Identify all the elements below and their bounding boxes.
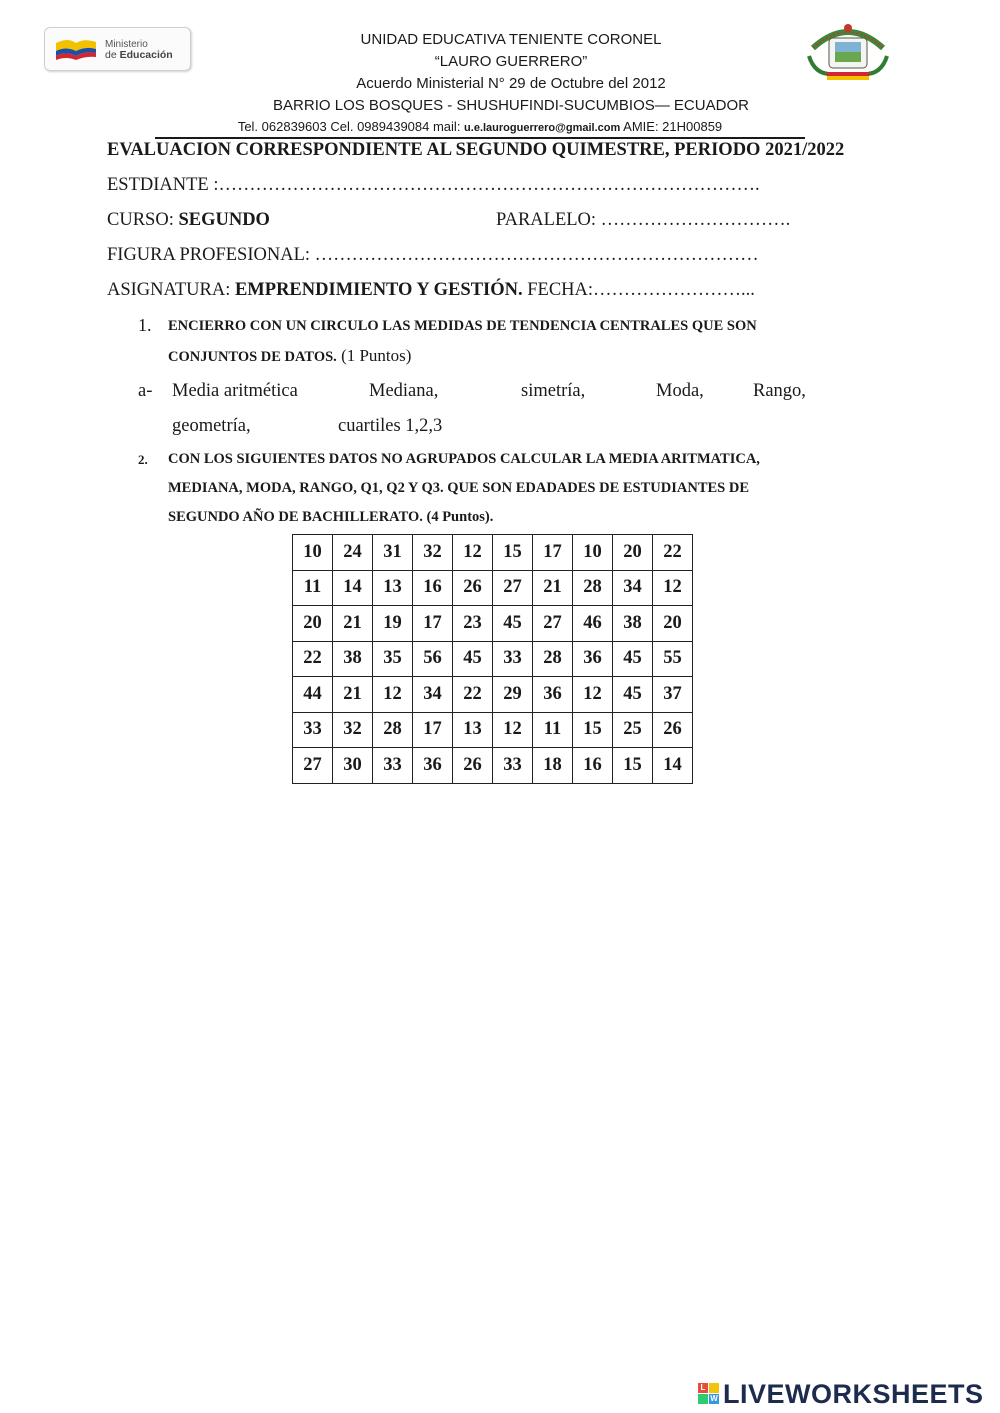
table-cell: 33 — [493, 748, 533, 784]
table-cell: 34 — [613, 570, 653, 606]
table-cell: 27 — [533, 606, 573, 642]
question1-number: 1. — [138, 315, 152, 335]
table-cell: 44 — [293, 677, 333, 713]
table-cell: 28 — [533, 641, 573, 677]
option-simetria[interactable]: simetría, — [521, 381, 586, 401]
table-cell: 16 — [413, 570, 453, 606]
liveworksheets-brand: LIVEWORKSHEETS — [723, 1378, 984, 1409]
table-cell: 26 — [453, 748, 493, 784]
table-cell: 22 — [453, 677, 493, 713]
table-cell: 45 — [453, 641, 493, 677]
question2-number: 2. — [138, 452, 148, 467]
table-cell: 21 — [533, 570, 573, 606]
question2-line2: MEDIANA, MODA, RANGO, Q1, Q2 Y Q3. QUE SON EDADADES DE ESTUDIANTES DE — [168, 480, 749, 496]
subject-field[interactable]: ASIGNATURA: EMPRENDIMIENTO Y GESTIÓN. FECHA:……………………... — [107, 280, 755, 300]
table-cell: 14 — [653, 748, 693, 784]
table-cell: 28 — [573, 570, 613, 606]
table-cell: 30 — [333, 748, 373, 784]
table-cell: 12 — [653, 570, 693, 606]
table-cell: 15 — [493, 535, 533, 571]
table-row — [293, 570, 693, 606]
table-cell: 24 — [333, 535, 373, 571]
option-moda[interactable]: Moda, — [656, 381, 704, 401]
option-media-aritmetica[interactable]: Media aritmética — [172, 381, 298, 401]
table-cell: 17 — [413, 712, 453, 748]
table-cell: 21 — [333, 677, 373, 713]
table-cell: 25 — [613, 712, 653, 748]
table-cell: 20 — [293, 606, 333, 642]
table-cell: 32 — [333, 712, 373, 748]
table-row — [293, 641, 693, 677]
table-cell: 38 — [613, 606, 653, 642]
table-cell: 20 — [613, 535, 653, 571]
table-cell: 26 — [653, 712, 693, 748]
table-row — [293, 606, 693, 642]
contact-line: Tel. 062839603 Cel. 0989439084 mail: u.e.lauroguerrero@gmail.com AMIE: 21H00859 — [155, 119, 805, 139]
table-cell: 22 — [293, 641, 333, 677]
location-line: BARRIO LOS BOSQUES - SHUSHUFINDI-SUCUMBIOS— ECUADOR — [273, 97, 749, 114]
table-row — [293, 677, 693, 713]
parallel-field[interactable]: PARALELO: …………………………. — [496, 210, 791, 230]
question2-line3: SEGUNDO AÑO DE BACHILLERATO. (4 Puntos). — [168, 509, 494, 525]
table-cell: 55 — [653, 641, 693, 677]
agreement-line: Acuerdo Ministerial N° 29 de Octubre del 2012 — [356, 75, 666, 92]
option-mediana[interactable]: Mediana, — [369, 381, 439, 401]
table-cell: 17 — [413, 606, 453, 642]
table-cell: 38 — [333, 641, 373, 677]
table-cell: 18 — [533, 748, 573, 784]
table-cell: 23 — [453, 606, 493, 642]
liveworksheets-logo — [698, 1378, 984, 1409]
table-cell: 37 — [653, 677, 693, 713]
question2-line1: CON LOS SIGUIENTES DATOS NO AGRUPADOS CALCULAR LA MEDIA ARITMATICA, — [168, 451, 760, 467]
course-field: CURSO: SEGUNDO — [107, 210, 270, 230]
table-cell: 11 — [293, 570, 333, 606]
liveworksheets-icon: L W — [698, 1383, 720, 1405]
question1-line1: ENCIERRO CON UN CIRCULO LAS MEDIDAS DE TENDENCIA CENTRALES QUE SON — [168, 318, 757, 334]
exam-title: EVALUACION CORRESPONDIENTE AL SEGUNDO QUIMESTRE, PERIODO 2021/2022 — [107, 140, 845, 160]
table-cell: 17 — [533, 535, 573, 571]
table-cell: 22 — [653, 535, 693, 571]
table-row — [293, 748, 693, 784]
table-cell: 45 — [613, 677, 653, 713]
table-cell: 45 — [493, 606, 533, 642]
profile-field[interactable]: FIGURA PROFESIONAL: ……………………………………………………………… — [107, 245, 759, 265]
table-cell: 10 — [573, 535, 613, 571]
table-cell: 32 — [413, 535, 453, 571]
option-prefix: a- — [138, 381, 153, 401]
table-row — [293, 535, 693, 571]
option-geometria[interactable]: geometría, — [172, 416, 251, 436]
table-cell: 34 — [413, 677, 453, 713]
table-cell: 20 — [653, 606, 693, 642]
school-name: UNIDAD EDUCATIVA TENIENTE CORONEL — [360, 31, 662, 48]
table-cell: 33 — [493, 641, 533, 677]
table-cell: 46 — [573, 606, 613, 642]
table-cell: 28 — [373, 712, 413, 748]
ages-data-table — [292, 534, 693, 784]
table-cell: 26 — [453, 570, 493, 606]
table-cell: 21 — [333, 606, 373, 642]
table-cell: 29 — [493, 677, 533, 713]
option-cuartiles[interactable]: cuartiles 1,2,3 — [338, 416, 443, 436]
table-cell: 19 — [373, 606, 413, 642]
table-cell: 13 — [373, 570, 413, 606]
table-cell: 36 — [533, 677, 573, 713]
table-cell: 15 — [573, 712, 613, 748]
table-cell: 16 — [573, 748, 613, 784]
ministry-line2: de Educación — [105, 49, 173, 61]
table-cell: 33 — [293, 712, 333, 748]
table-cell: 15 — [613, 748, 653, 784]
table-cell: 12 — [573, 677, 613, 713]
table-cell: 12 — [373, 677, 413, 713]
table-cell: 11 — [533, 712, 573, 748]
ministry-line1: Ministerio — [105, 39, 148, 50]
question1-line2: CONJUNTOS DE DATOS. (1 Puntos) — [168, 346, 412, 365]
table-cell: 13 — [453, 712, 493, 748]
table-cell: 35 — [373, 641, 413, 677]
table-row — [293, 712, 693, 748]
school-subname: “LAURO GUERRERO” — [434, 53, 588, 70]
table-cell: 27 — [293, 748, 333, 784]
table-cell: 56 — [413, 641, 453, 677]
table-cell: 12 — [493, 712, 533, 748]
student-field[interactable]: ESTDIANTE :……………………………………………………………………………. — [107, 175, 760, 195]
table-cell: 27 — [493, 570, 533, 606]
option-rango[interactable]: Rango, — [753, 381, 806, 401]
table-cell: 36 — [413, 748, 453, 784]
table-cell: 14 — [333, 570, 373, 606]
table-cell: 31 — [373, 535, 413, 571]
table-cell: 45 — [613, 641, 653, 677]
table-cell: 12 — [453, 535, 493, 571]
table-cell: 36 — [573, 641, 613, 677]
table-cell: 33 — [373, 748, 413, 784]
contact-email: u.e.lauroguerrero@gmail.com — [464, 122, 621, 134]
table-cell: 10 — [293, 535, 333, 571]
